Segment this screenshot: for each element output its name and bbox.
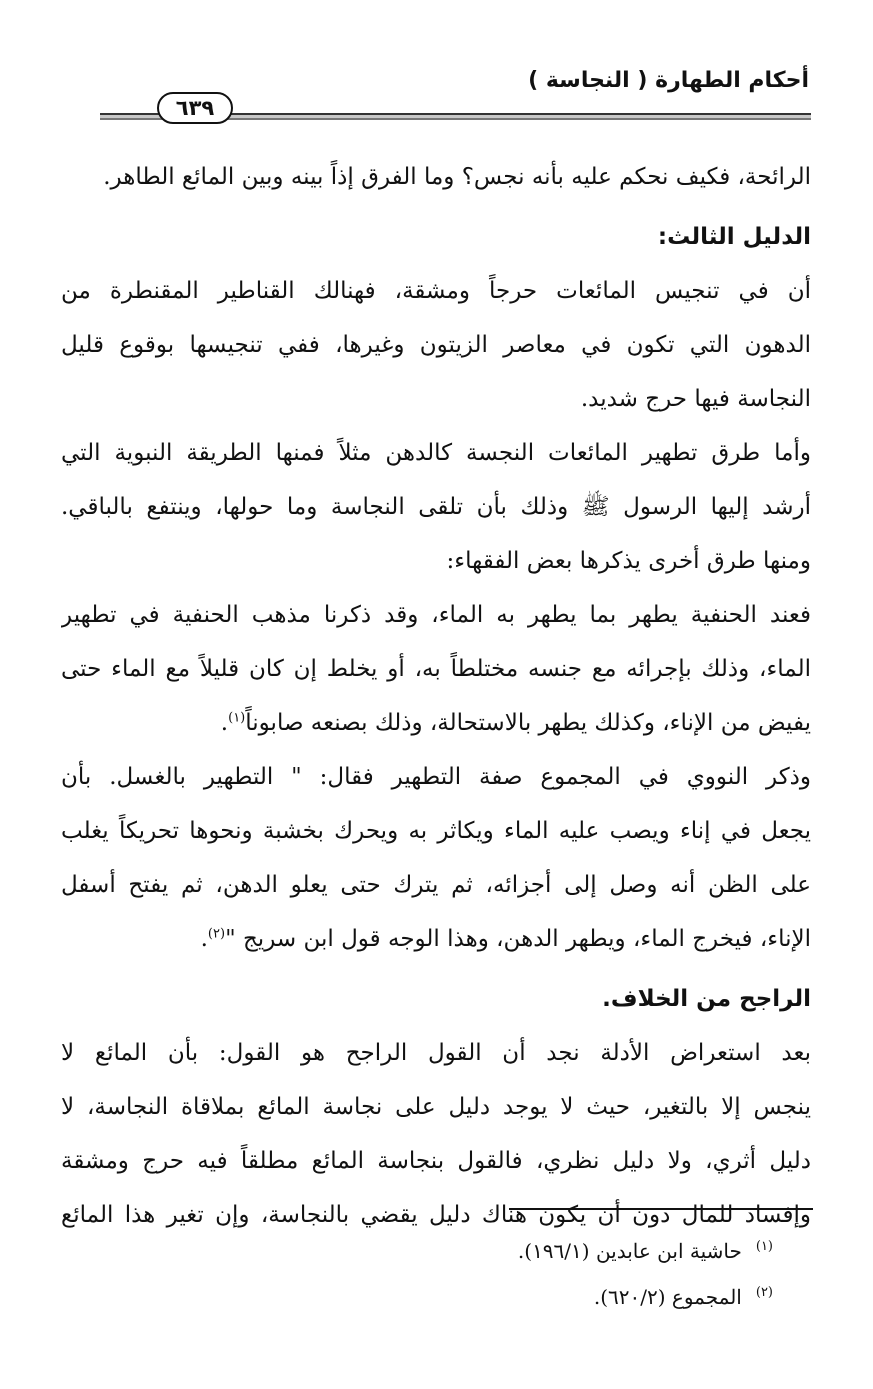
text-segment: الإناء، فيخرج الماء، ويطهر الدهن، وهذا الوجه قول ابن سريج " xyxy=(225,926,811,952)
text-line: الرائحة، فكيف نحكم عليه بأنه نجس؟ وما الفرق إذاً بينه وبين المائع الطاهر. xyxy=(103,164,811,190)
text-line: بعد استعراض الأدلة نجد أن القول الراجح هو القول: بأن المائع لا xyxy=(61,1040,811,1066)
text-line: على الظن أنه وصل إلى أجزائه، ثم يترك حتى يعلو الدهن، ثم يفتح أسفل xyxy=(61,872,811,898)
footnote-number: (٢) xyxy=(755,1285,773,1301)
footnote-reference[interactable]: (١) xyxy=(228,710,246,726)
footnote-text: المجموع (٦٢٠/٢). xyxy=(593,1285,742,1309)
footnote-text: حاشية ابن عابدين (١٩٦/١). xyxy=(517,1239,742,1263)
main-text xyxy=(61,150,811,1242)
footnotes xyxy=(273,1228,773,1320)
text-line: النجاسة فيها حرج شديد. xyxy=(580,386,811,412)
text-line: يجعل في إناء ويصب عليه الماء ويكاثر به ويحرك بخشبة ونحوها تحريكاً يغلب xyxy=(61,818,811,844)
footnote xyxy=(273,1228,773,1274)
footnote-separator xyxy=(509,1208,813,1210)
text-line: وأما طرق تطهير المائعات النجسة كالدهن مثلاً فمنها الطريقة النبوية التي xyxy=(61,440,811,466)
text-line-with-footnote xyxy=(61,696,811,750)
running-title: أحكام الطهارة ( النجاسة ) xyxy=(528,68,809,93)
text-line: وإفساد للمال دون أن يكون هناك دليل يقضي بالنجاسة، وإن تغير هذا المائع xyxy=(61,1202,811,1228)
text-line: وذكر النووي في المجموع صفة التطهير فقال: " التطهير بالغسل. بأن xyxy=(61,764,811,790)
footnote xyxy=(273,1274,773,1320)
text-line: فعند الحنفية يطهر بما يطهر به الماء، وقد ذكرنا مذهب الحنفية في تطهير xyxy=(61,602,811,628)
page-number: ٦٣٩ xyxy=(157,92,233,124)
text-line: الماء، وذلك بإجرائه مع جنسه مختلطاً به، أو يخلط إن كان قليلاً مع الماء حتى xyxy=(61,656,811,682)
text-line: دليل أثري، ولا دليل نظري، فالقول بنجاسة المائع مطلقاً فيه حرج ومشقة xyxy=(61,1148,811,1174)
text-line: ومنها طرق أخرى يذكرها بعض الفقهاء: xyxy=(446,548,811,574)
section-heading: الراجح من الخلاف. xyxy=(602,986,811,1012)
text-line: ينجس إلا بالتغير، حيث لا يوجد دليل على نجاسة المائع بملاقاة النجاسة، لا xyxy=(61,1094,811,1120)
text-line-with-footnote xyxy=(61,912,811,966)
text-line: أرشد إليها الرسول ﷺ وذلك بأن تلقى النجاسة وما حولها، وينتفع بالباقي. xyxy=(61,494,811,520)
footnote-reference[interactable]: (٢) xyxy=(207,926,226,942)
text-line: أن في تنجيس المائعات حرجاً ومشقة، فهنالك القناطير المقنطرة من xyxy=(61,278,811,304)
section-heading: الدليل الثالث: xyxy=(657,224,811,250)
text-segment: يفيض من الإناء، وكذلك يطهر بالاستحالة، وذلك بصنعه صابوناً xyxy=(245,710,811,736)
text-line: الدهون التي تكون في معاصر الزيتون وغيرها، ففي تنجيسها بوقوع قليل xyxy=(61,332,811,358)
footnote-number: (١) xyxy=(755,1239,773,1255)
text-segment: . xyxy=(200,926,208,952)
text-segment: . xyxy=(220,710,229,736)
